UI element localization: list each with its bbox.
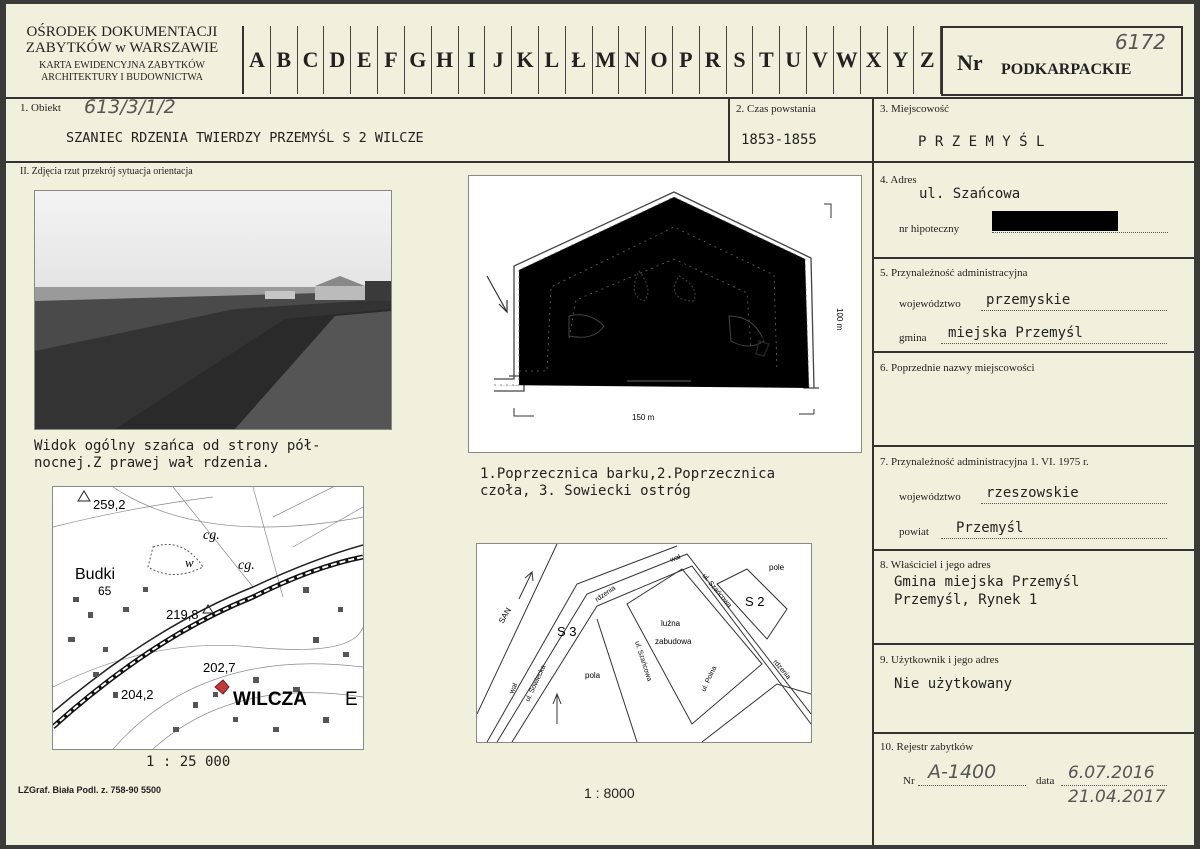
- przyn1-gmina-value: miejska Przemyśl: [948, 325, 1083, 341]
- rejestr-date-2: 21.04.2017: [1068, 787, 1166, 807]
- org-line-1: OŚRODEK DOKUMENTACJI: [26, 24, 218, 40]
- poprzednie-label: 6. Poprzednie nazwy miejscowości: [880, 362, 1035, 374]
- sitemap-rdzenia-1: rdzenia: [594, 584, 617, 604]
- letter-x: X: [861, 26, 888, 94]
- obiekt-label: 1. Obiekt: [20, 102, 61, 114]
- topo-elev-202: 202,7: [203, 660, 236, 675]
- sitemap-luzna: luźna: [661, 619, 681, 628]
- sitemap-pole-2: pola: [585, 671, 601, 680]
- letter-m: M: [593, 26, 620, 94]
- plan-caption-1: 1.Poprzecznica barku,2.Poprzecznica: [480, 466, 776, 482]
- letter-i: I: [459, 26, 486, 94]
- przyn1-gmina-label: gmina: [899, 332, 927, 344]
- photo-caption-1: Widok ogólny szańca od strony pół-: [34, 438, 321, 454]
- topo-letter-e: E: [345, 689, 358, 710]
- letter-k: K: [512, 26, 539, 94]
- record-card: [6, 4, 1194, 845]
- przyn2-powiat-value: Przemyśl: [956, 520, 1024, 536]
- letter-p: P: [673, 26, 700, 94]
- wlasciciel-label: 8. Właściciel i jego adres: [880, 559, 991, 571]
- plan-scale-tick-0: 0: [624, 369, 629, 378]
- letter-v: V: [807, 26, 834, 94]
- sitemap-s2: S 2: [745, 594, 765, 609]
- przyn1-woj-value: przemyskie: [986, 292, 1071, 308]
- site-photo: [34, 190, 392, 430]
- plan-label-1: 1: [581, 343, 588, 357]
- czas-label: 2. Czas powstania: [736, 103, 816, 115]
- sitemap-wal-1: wał: [669, 553, 682, 564]
- org-line-4: ARCHITEKTURY I BUDOWNICTWA: [41, 72, 203, 83]
- sitemap-ul-szancowa-1: ul. Szańcowa: [700, 572, 733, 610]
- sitemap-wal-2: wał: [508, 682, 520, 695]
- obiekt-value: SZANIEC RDZENIA TWIERDZY PRZEMYŚL S 2 WILCZE: [66, 130, 424, 146]
- letter-d: D: [324, 26, 351, 94]
- section2-label: II. Zdjęcia rzut przekrój sytuacja orientacja: [20, 166, 193, 177]
- topo-map: [52, 486, 364, 750]
- uzytkownik-label: 9. Użytkownik i jego adres: [880, 654, 999, 666]
- topo-scale: 1 : 25 000: [146, 754, 231, 770]
- footer-printer: LZGraf. Biała Podl. z. 758-90 5500: [18, 785, 162, 795]
- nr-label: Nr: [957, 50, 983, 75]
- photo-caption-2: nocnej.Z prawej wał rdzenia.: [34, 455, 271, 471]
- region-name: PODKARPACKIE: [1001, 61, 1132, 78]
- rejestr-nr-label: Nr: [903, 775, 915, 787]
- org-line-3: KARTA EWIDENCYJNA ZABYTKÓW: [39, 60, 205, 71]
- letter-r: R: [700, 26, 727, 94]
- przyn1-label: 5. Przynależność administracyjna: [880, 267, 1028, 279]
- plan-label-3: 3: [761, 329, 768, 343]
- letter-n: N: [619, 26, 646, 94]
- sitemap-scale: 1 : 8000: [584, 785, 635, 801]
- sitemap-s3: S 3: [557, 624, 577, 639]
- letter-z: Z: [914, 26, 941, 94]
- letter-ł: Ł: [566, 26, 593, 94]
- przyn1-woj-label: województwo: [899, 298, 961, 310]
- letter-t: T: [753, 26, 780, 94]
- topo-map-drawing: [53, 487, 363, 749]
- miejscowosc-label: 3. Miejscowość: [880, 103, 950, 115]
- przyn2-woj-label: województwo: [899, 491, 961, 503]
- nr-box: [941, 26, 1183, 96]
- plan-caption-2: czoła, 3. Sowiecki ostróg: [480, 483, 691, 499]
- letter-y: Y: [888, 26, 915, 94]
- obiekt-code: 613/3/1/2: [84, 96, 176, 118]
- letter-l: L: [539, 26, 566, 94]
- letter-f: F: [378, 26, 405, 94]
- org-line-2: ZABYTKÓW w WARSZAWIE: [25, 40, 219, 56]
- wlasciciel-line-1: Gmina miejska Przemyśl: [894, 574, 1080, 590]
- site-photo-image: [35, 191, 391, 429]
- plan-width-label: 150 m: [632, 413, 655, 422]
- redacted-block: [992, 211, 1118, 231]
- topo-elev-259: 259,2: [93, 497, 126, 512]
- plan-scale-tick-3: 30m: [681, 369, 697, 378]
- rejestr-data-label: data: [1036, 775, 1055, 787]
- letter-b: B: [271, 26, 298, 94]
- sitemap-ul-polna: ul. Polna: [700, 665, 719, 693]
- uzytkownik-value: Nie użytkowany: [894, 676, 1013, 692]
- topo-cg-1: cg.: [203, 528, 220, 543]
- letter-u: U: [780, 26, 807, 94]
- plan-height-label: 100 m: [835, 308, 844, 331]
- sitemap-zabudowa: zabudowa: [655, 637, 692, 646]
- org-header: [6, 24, 238, 84]
- topo-place-wilcza: WILCZA: [233, 689, 307, 710]
- sitemap-rdzenia-2: rdzenia: [771, 658, 792, 681]
- przyn2-powiat-label: powiat: [899, 526, 929, 538]
- letter-c: C: [298, 26, 325, 94]
- topo-place-budki: Budki: [75, 566, 116, 583]
- sitemap-pole-1: pole: [769, 563, 785, 572]
- fort-plan-drawing: [469, 176, 861, 452]
- alphabet-index: [242, 26, 941, 94]
- site-map-drawing: [477, 544, 811, 742]
- sitemap-san: SAN: [496, 606, 513, 625]
- sitemap-ul-szancowa-2: ul. Szańcowa: [633, 640, 653, 683]
- wlasciciel-line-2: Przemyśl, Rynek 1: [894, 592, 1038, 608]
- topo-elev-204: 204,2: [121, 687, 154, 702]
- przyn2-woj-value: rzeszowskie: [986, 485, 1079, 501]
- adres-label: 4. Adres: [880, 174, 917, 186]
- rejestr-date-1: 6.07.2016: [1068, 763, 1155, 783]
- letter-g: G: [405, 26, 432, 94]
- letter-a: A: [244, 26, 271, 94]
- topo-cg-2: cg.: [238, 558, 255, 573]
- fort-plan: [468, 175, 862, 453]
- letter-o: O: [646, 26, 673, 94]
- rejestr-label: 10. Rejestr zabytków: [880, 741, 974, 753]
- topo-elev-219: 219,8: [166, 607, 199, 622]
- hip-label: nr hipoteczny: [899, 223, 960, 235]
- letter-j: J: [485, 26, 512, 94]
- site-map: [476, 543, 812, 743]
- plan-label-2: 2: [650, 293, 657, 307]
- sitemap-ul-sowiecka: ul. Sowiecka: [524, 664, 548, 703]
- letter-s: S: [727, 26, 754, 94]
- topo-w: w: [185, 555, 194, 570]
- plan-scale-tick-1: 10: [641, 369, 650, 378]
- czas-value: 1853-1855: [741, 132, 817, 148]
- letter-e: E: [351, 26, 378, 94]
- przyn2-label: 7. Przynależność administracyjna 1. VI. 1975 r.: [880, 456, 1089, 468]
- rejestr-nr-value: A-1400: [928, 761, 997, 783]
- miejscowosc-value: P R Z E M Y Ś L: [918, 134, 1045, 150]
- letter-w: W: [834, 26, 861, 94]
- topo-num-65: 65: [98, 584, 112, 598]
- hand-number: 6172: [1115, 30, 1166, 54]
- plan-scale-tick-2: 20: [661, 369, 670, 378]
- letter-h: H: [432, 26, 459, 94]
- adres-street: ul. Szańcowa: [919, 186, 1021, 202]
